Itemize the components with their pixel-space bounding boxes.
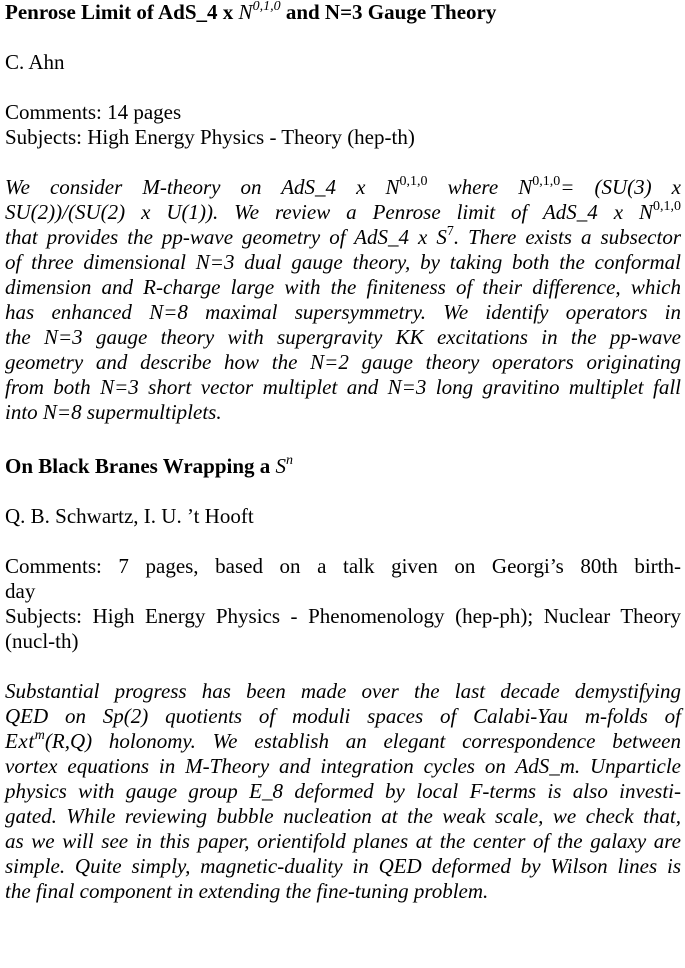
paper-comments: Comments: 7 pages, based on a talk given on Georgi’s 80th birth- day [5,554,681,603]
paper-title: On Black Branes Wrapping a $S^n$ [5,453,294,478]
paper-abstract: Substantial progress has been made over the last decade demystifying QED on Sp(2) quotients of moduli spaces of Calabi-Yau m-folds of Ext$^m$(R,Q) holonomy. We establish an elegant correspondence between vortex equations in M-Theory and integration cycles on AdS_m. Unparticle physics with gauge group E_8 deformed by local F-terms is also investi- gated. While reviewing bubble nucleation at the weak scale, we check that, as we will see in this paper, orientifold planes at the center of the galaxy are simple. Quite simply, magnetic-duality in QED deformed by Wilson lines is the final component in extending the fine-tuning problem. [5,679,681,903]
paper-authors: C. Ahn [5,50,65,74]
paper-entry [5,0,681,425]
paper-subjects: Subjects: High Energy Physics - Phenomenology (hep-ph); Nuclear Theory (nucl-th) [5,604,681,653]
paper-subjects: Subjects: High Energy Physics - Theory (hep-th) [5,125,415,149]
paper-title: Penrose Limit of AdS_4 x N$^{0,1,0}$ and N=3 Gauge Theory [5,0,497,24]
paper-listing [5,0,681,904]
paper-comments: Comments: 14 pages [5,100,182,124]
paper-entry [5,454,681,904]
paper-abstract: We consider M-theory on AdS_4 x N$^{0,1,0}$ where N$^{0,1,0}$= (SU(3) x SU(2))/(SU(2) x U(1)). We review a Penrose limit of AdS_4 x N$^{0,1,0}$ that provides the pp-wave geometry of AdS_4 x $S^7$. There exists a subsector of three dimensional N=3 dual gauge theory, by taking both the conformal dimension and R-charge large with the finiteness of their difference, which has enhanced N=8 maximal supersymmetry. We identify operators in the N=3 gauge theory with supergravity KK excitations in the pp-wave geometry and describe how the N=2 gauge theory operators originating from both N=3 short vector multiplet and N=3 long gravitino multiplet fall into N=8 supermultiplets. [5,174,681,424]
paper-authors: Q. B. Schwartz, I. U. ’t Hooft [5,504,254,528]
